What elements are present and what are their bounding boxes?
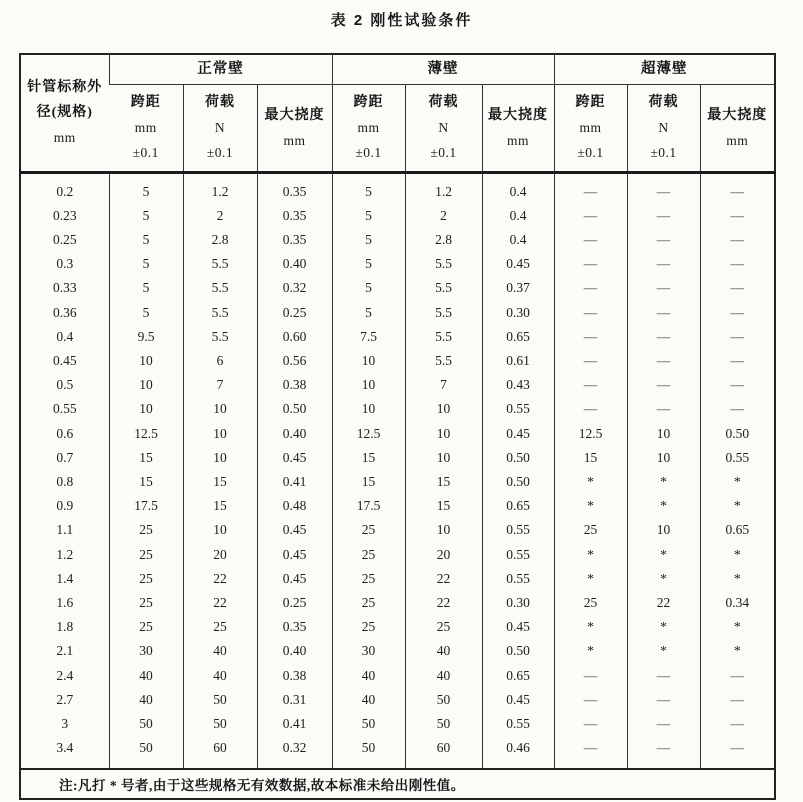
spec-cell: 1.2	[56, 546, 74, 562]
value-cell: 0.65	[482, 494, 554, 518]
table-row	[20, 276, 775, 300]
value-cell: 20	[405, 543, 482, 567]
value-cell: 0.40	[257, 422, 332, 446]
value-cell: 40	[332, 664, 405, 688]
value-cell: *	[554, 494, 627, 518]
value-cell: *	[554, 470, 627, 494]
spec-cell: 0.7	[56, 449, 74, 465]
value-cell: 0.30	[482, 591, 554, 615]
value-cell: 2	[405, 204, 482, 228]
value-cell: —	[554, 712, 627, 736]
spec-header-line1: 针管标称外	[27, 80, 103, 96]
spec-cell: 0.45	[52, 352, 77, 368]
value-cell: 5.5	[405, 349, 482, 373]
value-cell: 12.5	[554, 422, 627, 446]
value-cell: 50	[405, 712, 482, 736]
value-cell: 0.65	[700, 518, 775, 542]
value-cell: *	[554, 615, 627, 639]
value-cell: 1.2	[183, 172, 257, 204]
value-cell: 17.5	[332, 494, 405, 518]
value-cell: —	[627, 301, 700, 325]
value-cell: 40	[332, 688, 405, 712]
value-cell: 0.35	[257, 204, 332, 228]
value-cell: 0.48	[257, 494, 332, 518]
value-cell: 0.55	[482, 518, 554, 542]
value-cell: 25	[332, 567, 405, 591]
value-cell: —	[700, 349, 775, 373]
table-row	[20, 470, 775, 494]
value-cell: —	[627, 373, 700, 397]
value-cell: *	[627, 470, 700, 494]
value-cell: —	[554, 664, 627, 688]
spec-cell: 0.33	[52, 280, 77, 296]
table-row	[20, 397, 775, 421]
value-cell: 5	[109, 172, 183, 204]
value-cell: 40	[183, 639, 257, 663]
table-row	[20, 301, 775, 325]
spec-cell: 2.1	[56, 643, 74, 659]
value-cell: 25	[332, 518, 405, 542]
value-cell: 25	[332, 543, 405, 567]
table-row	[20, 494, 775, 518]
value-cell: 50	[183, 688, 257, 712]
value-cell: 40	[109, 688, 183, 712]
value-cell: 0.45	[257, 518, 332, 542]
value-cell: —	[554, 373, 627, 397]
value-cell: —	[554, 204, 627, 228]
value-cell: 25	[109, 591, 183, 615]
value-cell: 0.32	[257, 276, 332, 300]
value-cell: 25	[183, 615, 257, 639]
value-cell: —	[554, 397, 627, 421]
value-cell: 7.5	[332, 325, 405, 349]
value-cell: 50	[332, 736, 405, 769]
value-cell: 0.32	[257, 736, 332, 769]
spec-header-line2: 径(规格)	[36, 105, 93, 121]
value-cell: 0.34	[700, 591, 775, 615]
table-footer	[20, 769, 775, 799]
spec-cell: 0.55	[52, 401, 77, 417]
note-row	[20, 769, 775, 799]
value-cell: —	[554, 736, 627, 769]
value-cell: 10	[627, 518, 700, 542]
value-cell: 9.5	[109, 325, 183, 349]
value-cell: 17.5	[109, 494, 183, 518]
value-cell: 25	[109, 615, 183, 639]
value-cell: 2.8	[183, 228, 257, 252]
value-cell: 22	[627, 591, 700, 615]
value-cell: 15	[183, 470, 257, 494]
col-header-load-ultrathin: 荷载 N ±0.1	[627, 84, 700, 172]
table-row	[20, 373, 775, 397]
table-row	[20, 349, 775, 373]
table-row	[20, 252, 775, 276]
spec-cell: 0.2	[56, 183, 74, 199]
value-cell: 25	[109, 567, 183, 591]
spec-cell: 1.1	[56, 522, 74, 538]
value-cell: 15	[554, 446, 627, 470]
value-cell: 22	[183, 567, 257, 591]
value-cell: 15	[332, 470, 405, 494]
value-cell: —	[700, 325, 775, 349]
value-cell: 0.31	[257, 688, 332, 712]
value-cell: 5.5	[405, 301, 482, 325]
value-cell: 10	[332, 349, 405, 373]
value-cell: 0.45	[482, 688, 554, 712]
value-cell: —	[700, 736, 775, 769]
value-cell: —	[627, 349, 700, 373]
table-row	[20, 712, 775, 736]
value-cell: 0.55	[482, 712, 554, 736]
value-cell: —	[627, 252, 700, 276]
value-cell: 0.38	[257, 373, 332, 397]
value-cell: —	[554, 252, 627, 276]
value-cell: 25	[332, 615, 405, 639]
value-cell: —	[700, 252, 775, 276]
value-cell: 10	[627, 446, 700, 470]
value-cell: 0.50	[700, 422, 775, 446]
spec-cell: 1.8	[56, 619, 74, 635]
value-cell: —	[554, 172, 627, 204]
value-cell: 5	[332, 252, 405, 276]
value-cell: 10	[183, 446, 257, 470]
table-row	[20, 567, 775, 591]
value-cell: 5	[332, 228, 405, 252]
value-cell: 25	[332, 591, 405, 615]
value-cell: 10	[405, 397, 482, 421]
value-cell: 7	[405, 373, 482, 397]
value-cell: 60	[183, 736, 257, 769]
spec-header-unit: mm	[53, 130, 76, 146]
value-cell: *	[700, 494, 775, 518]
value-cell: 10	[109, 397, 183, 421]
table-row	[20, 591, 775, 615]
value-cell: 0.50	[482, 639, 554, 663]
value-cell: 0.65	[482, 664, 554, 688]
value-cell: *	[700, 639, 775, 663]
value-cell: 20	[183, 543, 257, 567]
value-cell: 10	[332, 397, 405, 421]
value-cell: —	[627, 228, 700, 252]
spec-cell: 0.3	[56, 256, 74, 272]
value-cell: 0.4	[482, 228, 554, 252]
value-cell: 0.46	[482, 736, 554, 769]
value-cell: 30	[109, 639, 183, 663]
value-cell: —	[627, 664, 700, 688]
table-row	[20, 325, 775, 349]
table-note	[20, 769, 775, 799]
value-cell: 12.5	[332, 422, 405, 446]
table-row	[20, 615, 775, 639]
table-header	[20, 54, 775, 172]
col-header-load-normal: 荷载 N ±0.1	[183, 84, 257, 172]
value-cell: 50	[332, 712, 405, 736]
value-cell: 0.55	[482, 567, 554, 591]
value-cell: *	[700, 543, 775, 567]
spec-cell: 0.9	[56, 498, 74, 514]
value-cell: 10	[627, 422, 700, 446]
rigidity-test-conditions-table	[19, 53, 776, 800]
value-cell: 5	[332, 204, 405, 228]
page-title: 表 2 刚性试验条件	[330, 12, 473, 29]
value-cell: —	[700, 712, 775, 736]
value-cell: 0.45	[257, 543, 332, 567]
value-cell: 40	[183, 664, 257, 688]
spec-cell: 3.4	[56, 740, 74, 756]
spec-cell: 0.8	[56, 473, 74, 489]
value-cell: 0.35	[257, 172, 332, 204]
value-cell: 10	[183, 422, 257, 446]
value-cell: 5.5	[183, 301, 257, 325]
value-cell: 0.55	[482, 397, 554, 421]
value-cell: 50	[183, 712, 257, 736]
value-cell: 0.50	[257, 397, 332, 421]
col-header-span-thin: 跨距 mm ±0.1	[332, 84, 405, 172]
value-cell: 5.5	[405, 325, 482, 349]
value-cell: 25	[109, 518, 183, 542]
value-cell: 0.61	[482, 349, 554, 373]
value-cell: 10	[109, 373, 183, 397]
value-cell: —	[700, 228, 775, 252]
value-cell: 40	[109, 664, 183, 688]
spec-cell: 0.25	[52, 231, 77, 247]
value-cell: 0.40	[257, 252, 332, 276]
table-row	[20, 172, 775, 204]
col-header-span-normal: 跨距 mm ±0.1	[130, 95, 161, 160]
value-cell: 0.45	[482, 422, 554, 446]
value-cell: 0.45	[482, 615, 554, 639]
spec-cell: 0.36	[52, 304, 77, 320]
value-cell: —	[700, 397, 775, 421]
value-cell: 50	[405, 688, 482, 712]
value-cell: 0.45	[257, 446, 332, 470]
value-cell: —	[700, 664, 775, 688]
value-cell: —	[700, 688, 775, 712]
note-label: 注:	[59, 778, 78, 794]
value-cell: 22	[183, 591, 257, 615]
value-cell: *	[627, 567, 700, 591]
value-cell: 5.5	[183, 276, 257, 300]
value-cell: 60	[405, 736, 482, 769]
value-cell: 50	[109, 712, 183, 736]
value-cell: *	[554, 543, 627, 567]
value-cell: 25	[109, 543, 183, 567]
group-header-normal-wall: 正常壁	[109, 54, 332, 84]
value-cell: 5	[332, 301, 405, 325]
value-cell: 15	[183, 494, 257, 518]
spec-cell: 0.6	[56, 425, 74, 441]
col-header-span-ultrathin: 跨距 mm ±0.1	[554, 84, 627, 172]
group-header-ultrathin-wall: 超薄壁	[554, 54, 775, 84]
value-cell: —	[554, 688, 627, 712]
table-row	[20, 446, 775, 470]
spec-cell: 2.7	[56, 691, 74, 707]
value-cell: —	[627, 172, 700, 204]
spec-cell: 2.4	[56, 667, 74, 683]
value-cell: 0.45	[482, 252, 554, 276]
value-cell: *	[627, 615, 700, 639]
value-cell: 22	[405, 591, 482, 615]
table-row	[20, 543, 775, 567]
value-cell: 30	[332, 639, 405, 663]
value-cell: 0.4	[482, 172, 554, 204]
value-cell: 40	[405, 664, 482, 688]
col-header-deflection-ultrathin: 最大挠度 mm	[700, 84, 775, 172]
value-cell: 10	[405, 518, 482, 542]
value-cell: —	[627, 688, 700, 712]
value-cell: 5.5	[183, 252, 257, 276]
value-cell: 0.4	[482, 204, 554, 228]
value-cell: 0.41	[257, 470, 332, 494]
value-cell: 0.37	[482, 276, 554, 300]
value-cell: 0.30	[482, 301, 554, 325]
table-row	[20, 736, 775, 769]
value-cell: 10	[183, 518, 257, 542]
value-cell: 0.50	[482, 446, 554, 470]
value-cell: 0.60	[257, 325, 332, 349]
value-cell: 10	[332, 373, 405, 397]
value-cell: —	[700, 172, 775, 204]
value-cell: 5	[109, 301, 183, 325]
value-cell: —	[627, 397, 700, 421]
table-row	[20, 639, 775, 663]
value-cell: —	[554, 228, 627, 252]
spec-cell: 1.4	[56, 570, 74, 586]
value-cell: 0.35	[257, 228, 332, 252]
value-cell: 5	[109, 204, 183, 228]
value-cell: 5.5	[405, 276, 482, 300]
spec-cell: 1.6	[56, 594, 74, 610]
value-cell: *	[700, 567, 775, 591]
value-cell: 15	[109, 470, 183, 494]
table-row	[20, 228, 775, 252]
sub-header-row	[20, 84, 775, 172]
value-cell: —	[627, 204, 700, 228]
value-cell: —	[700, 373, 775, 397]
value-cell: 2.8	[405, 228, 482, 252]
value-cell: 15	[109, 446, 183, 470]
value-cell: 25	[554, 518, 627, 542]
value-cell: —	[554, 325, 627, 349]
value-cell: —	[627, 325, 700, 349]
value-cell: 0.40	[257, 639, 332, 663]
value-cell: 15	[405, 494, 482, 518]
value-cell: 0.65	[482, 325, 554, 349]
value-cell: 5	[332, 276, 405, 300]
col-header-deflection-thin: 最大挠度 mm	[482, 84, 554, 172]
note-text: 凡打 * 号者,由于这些规格无有效数据,故本标准未给出刚性值。	[78, 778, 465, 794]
value-cell: 40	[405, 639, 482, 663]
value-cell: *	[627, 639, 700, 663]
value-cell: 0.45	[257, 567, 332, 591]
value-cell: —	[627, 736, 700, 769]
value-cell: 5	[109, 228, 183, 252]
value-cell: 5.5	[405, 252, 482, 276]
value-cell: 5	[332, 172, 405, 204]
value-cell: 50	[109, 736, 183, 769]
row-header-spec	[20, 54, 109, 172]
value-cell: 25	[405, 615, 482, 639]
value-cell: 5.5	[183, 325, 257, 349]
value-cell: 1.2	[405, 172, 482, 204]
value-cell: 6	[183, 349, 257, 373]
table-row	[20, 664, 775, 688]
table-row	[20, 688, 775, 712]
spec-cell: 0.4	[56, 328, 74, 344]
value-cell: *	[627, 543, 700, 567]
value-cell: 0.55	[482, 543, 554, 567]
value-cell: 2	[183, 204, 257, 228]
table-row	[20, 422, 775, 446]
value-cell: —	[554, 276, 627, 300]
group-header-row	[20, 54, 775, 84]
value-cell: 10	[405, 422, 482, 446]
value-cell: —	[627, 276, 700, 300]
table-row	[20, 204, 775, 228]
value-cell: 0.55	[700, 446, 775, 470]
value-cell: 7	[183, 373, 257, 397]
value-cell: *	[700, 470, 775, 494]
value-cell: *	[554, 639, 627, 663]
value-cell: 25	[554, 591, 627, 615]
value-cell: *	[700, 615, 775, 639]
value-cell: —	[700, 204, 775, 228]
value-cell: 0.25	[257, 591, 332, 615]
value-cell: 5	[109, 276, 183, 300]
value-cell: 5	[109, 252, 183, 276]
table-body	[20, 172, 775, 769]
value-cell: 15	[405, 470, 482, 494]
value-cell: 0.25	[257, 301, 332, 325]
value-cell: 12.5	[109, 422, 183, 446]
value-cell: —	[554, 301, 627, 325]
value-cell: 0.43	[482, 373, 554, 397]
value-cell: 0.41	[257, 712, 332, 736]
value-cell: —	[554, 349, 627, 373]
value-cell: *	[627, 494, 700, 518]
table-row	[20, 518, 775, 542]
col-header-load-thin: 荷载 N ±0.1	[405, 84, 482, 172]
value-cell: 0.50	[482, 470, 554, 494]
col-header-deflection-normal: 最大挠度 mm	[257, 84, 332, 172]
group-header-thin-wall: 薄壁	[332, 54, 554, 84]
value-cell: 10	[109, 349, 183, 373]
spec-cell: 3	[61, 715, 69, 731]
value-cell: —	[700, 276, 775, 300]
value-cell: —	[700, 301, 775, 325]
value-cell: 10	[183, 397, 257, 421]
spec-cell: 0.5	[56, 377, 74, 393]
value-cell: —	[627, 712, 700, 736]
value-cell: *	[554, 567, 627, 591]
value-cell: 0.56	[257, 349, 332, 373]
value-cell: 10	[405, 446, 482, 470]
value-cell: 0.35	[257, 615, 332, 639]
value-cell: 22	[405, 567, 482, 591]
value-cell: 15	[332, 446, 405, 470]
spec-cell: 0.23	[52, 207, 77, 223]
value-cell: 0.38	[257, 664, 332, 688]
